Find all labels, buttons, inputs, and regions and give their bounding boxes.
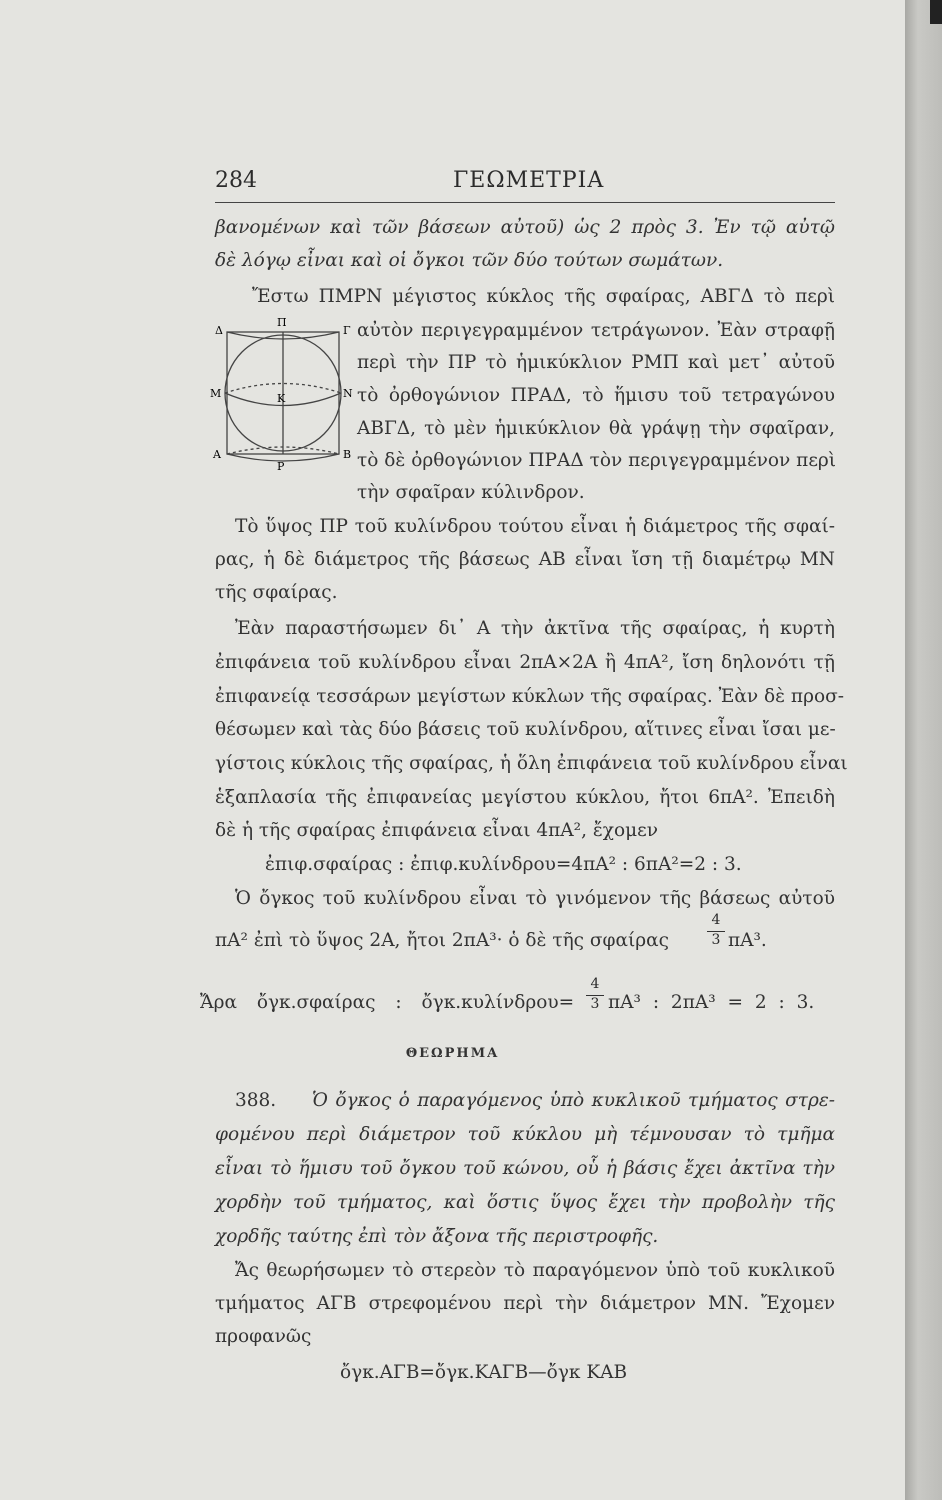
theorem-line: χορδῆς ταύτης ἐπὶ τὸν ἄξονα τῆς περιστροφῆς. [215, 1226, 659, 1247]
text-line: τὴν σφαῖραν κύλινδρον. [357, 482, 585, 503]
text-line: περὶ τὴν ΠΡ τὸ ἡμικύκλιον ΡΜΠ καὶ μετ᾽ αὐτοῦ [357, 352, 835, 373]
section-title: ΘΕΩΡΗΜΑ [405, 1046, 500, 1061]
text-line: γίστοις κύκλοις τῆς σφαίρας, ἡ ὅλη ἐπιφάνεια τοῦ κυλίνδρου εἶναι [215, 753, 848, 774]
text-line: Ἔστω ΠΜΡΝ μέγιστος κύκλος τῆς σφαίρας, ΑΒΓΔ τὸ περὶ [252, 286, 835, 307]
fraction-four-thirds [707, 912, 725, 948]
equation-volume: Ἄρα ὄγκ.σφαίρας : ὄγκ.κυλίνδρου= [200, 992, 575, 1013]
text-line: Ἐὰν παραστήσωμεν δι᾽ Α τὴν ἀκτῖνα τῆς σφαίρας, ἡ κυρτὴ [235, 618, 835, 639]
text-line: αὐτὸν περιγεγραμμένον τετράγωνον. Ἐὰν στραφῇ [357, 320, 835, 341]
text-line: θέσωμεν καὶ τὰς δύο βάσεις τοῦ κυλίνδρου, αἵτινες εἶναι ἴσαι με- [215, 719, 836, 740]
text-line: Τὸ ὕψος ΠΡ τοῦ κυλίνδρου τούτου εἶναι ἡ διάμετρος τῆς σφαί- [235, 516, 835, 537]
fraction-numerator: 4 [711, 912, 721, 928]
text-line: πΑ² ἐπὶ τὸ ὕψος 2Α, ἤτοι 2πΑ³· ὁ δὲ τῆς σφαίρας [215, 930, 669, 951]
equation-volume-rhs: πΑ³ : 2πΑ³ = 2 : 3. [608, 992, 815, 1013]
text-line: ἑξαπλασία τῆς ἐπιφανείας μεγίστου κύκλου, ἤτοι 6πΑ². Ἐπειδὴ [215, 787, 835, 808]
text-line: δὲ ἡ τῆς σφαίρας ἐπιφάνεια εἶναι 4πΑ², ἔχομεν [215, 820, 658, 841]
text-line: τὸ δὲ ὀρθογώνιον ΠΡΑΔ τὸν περιγεγραμμένον περὶ [357, 450, 837, 471]
label-mu: Μ [210, 387, 222, 400]
fraction-denominator: 3 [586, 995, 604, 1012]
text-line: τῆς σφαίρας. [215, 582, 338, 603]
text-line: Ὁ ὄγκος τοῦ κυλίνδρου εἶναι τὸ γινόμενον τῆς βάσεως αὐτοῦ [235, 888, 835, 909]
running-title: ΓΕΩΜΕΤΡΙΑ [453, 168, 605, 193]
fraction-numerator: 4 [590, 976, 600, 992]
running-header [215, 168, 835, 203]
label-nu: Ν [343, 387, 353, 400]
sphere-cylinder-figure [207, 312, 357, 474]
proof-equation: ὄγκ.ΑΓΒ=ὄγκ.ΚΑΓΒ—ὄγκ ΚΑΒ [340, 1362, 628, 1383]
theorem-number: 388. [235, 1090, 277, 1111]
theorem-line: φομένου περὶ διάμετρον τοῦ κύκλου μὴ τέμνουσαν τὸ τμῆμα [215, 1124, 835, 1145]
label-delta: Δ [215, 324, 223, 337]
label-rho: Ρ [277, 460, 285, 473]
theorem-line: Ὁ ὄγκος ὁ παραγόμενος ὑπὸ κυκλικοῦ τμήματος στρε- [312, 1090, 835, 1111]
text-line: ἐπιφάνεια τοῦ κυλίνδρου εἶναι 2πΑ×2Α ἢ 4πΑ², ἴση δηλονότι τῇ [215, 652, 835, 673]
label-beta: Β [343, 448, 352, 461]
proof-line: προφανῶς [215, 1326, 312, 1347]
label-pi: Π [277, 316, 287, 329]
proof-line: Ἄς θεωρήσωμεν τὸ στερεὸν τὸ παραγόμενον ὑπὸ τοῦ κυκλικοῦ [235, 1260, 835, 1281]
page-edge [905, 0, 942, 1500]
page-number: 284 [215, 168, 257, 193]
label-alpha: Α [213, 448, 221, 461]
text-line: ρας, ἡ δὲ διάμετρος τῆς βάσεως ΑΒ εἶναι ἴση τῇ διαμέτρῳ ΜΝ [215, 549, 835, 570]
fraction-denominator: 3 [707, 931, 725, 948]
text-line: ΑΒΓΔ, τὸ μὲν ἡμικύκλιον θὰ γράψῃ τὴν σφαῖραν, [357, 418, 835, 439]
scan-corner [930, 0, 942, 24]
equation-surface: ἐπιφ.σφαίρας : ἐπιφ.κυλίνδρου=4πΑ² : 6πΑ²=2 : 3. [265, 854, 742, 875]
text-line: πΑ³. [728, 930, 767, 951]
proof-line: τμήματος ΑΓΒ στρεφομένου περὶ τὴν διάμετρον ΜΝ. Ἔχομεν [215, 1293, 835, 1314]
theorem-line: χορδὴν τοῦ τμήματος, καὶ ὅστις ὕψος ἔχει τὴν προβολὴν τῆς [215, 1192, 835, 1213]
text-line: ἐπιφανείᾳ τεσσάρων μεγίστων κύκλων τῆς σφαίρας. Ἐὰν δὲ προσ- [215, 686, 844, 707]
text-line: δὲ λόγῳ εἶναι καὶ οἱ ὄγκοι τῶν δύο τούτων σωμάτων. [215, 250, 724, 271]
theorem-line: εἶναι τὸ ἥμισυ τοῦ ὄγκου τοῦ κώνου, οὗ ἡ βάσις ἔχει ἀκτῖνα τὴν [215, 1158, 835, 1179]
text-line: βανομένων καὶ τῶν βάσεων αὐτοῦ) ὡς 2 πρὸς 3. Ἐν τῷ αὐτῷ [215, 217, 835, 238]
fraction-four-thirds [586, 976, 604, 1012]
text-line: τὸ ὀρθογώνιον ΠΡΑΔ, τὸ ἥμισυ τοῦ τετραγώνου [357, 385, 835, 406]
label-gamma: Γ [343, 324, 351, 337]
label-kappa: Κ [277, 392, 286, 405]
